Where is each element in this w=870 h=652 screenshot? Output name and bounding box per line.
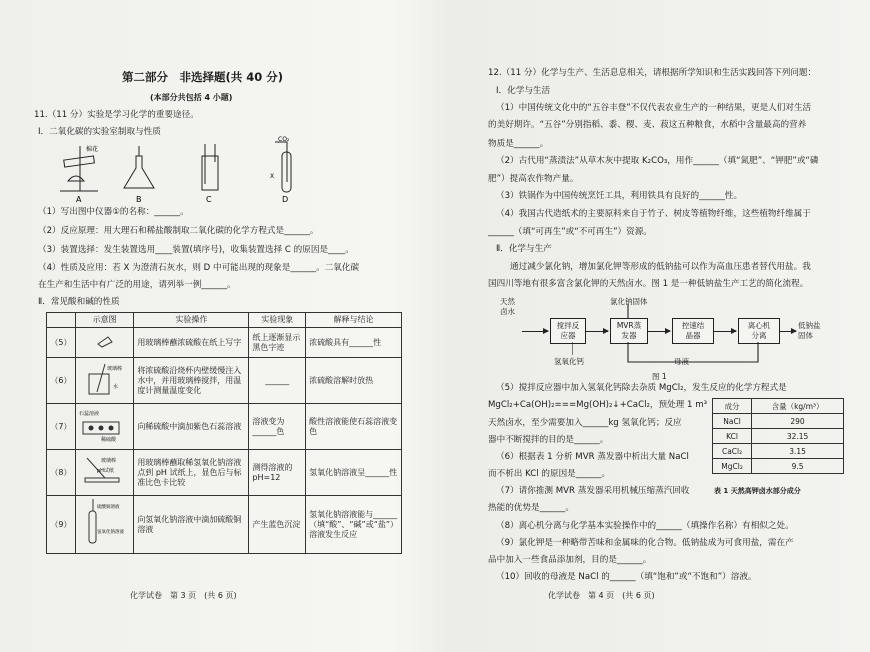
flow-box-mvr: MVR蒸发器	[610, 318, 648, 344]
q9-line-1: （9）氯化钾是一种略带苦味和金属味的化合物。低钠盐成为可食用盐，需在产	[496, 538, 794, 548]
line-1: （1）写出图中仪器①的名称：______。	[38, 207, 189, 217]
figure-cell	[75, 450, 133, 496]
table-cell: 3.15	[752, 444, 844, 459]
svg-text:石蕊溶液: 石蕊溶液	[78, 411, 99, 417]
row-number: （9）	[47, 496, 76, 554]
experiment-table	[46, 312, 402, 554]
apparatus-label-a: A	[76, 195, 82, 204]
svg-text:玻璃棒: 玻璃棒	[106, 366, 122, 372]
table-cell: CaCl₂	[713, 444, 752, 459]
operation-cell: 向氢氧化钠溶液中滴加硫酸铜溶液	[134, 496, 249, 554]
q8-line: （8）离心机分离与化学基本实验操作中的______（填操作名称）有相似之处。	[496, 521, 794, 531]
table-row	[47, 404, 402, 450]
flow-input: 天然卤水	[500, 297, 515, 316]
question-11: 11.（11 分）实验是学习化学的重要途径。	[34, 110, 199, 120]
operation-cell: 将浓硫酸沿烧杯内壁缓慢注入水中，并用玻璃棒搅拌，用温度计测量温度变化	[134, 358, 249, 404]
part-title: 第二部分 非选择题(共 40 分)	[122, 70, 284, 84]
life-line-5: 肥”）提高农作物产量。	[488, 174, 579, 184]
flow-arrow	[780, 331, 796, 332]
paper-icon	[95, 334, 115, 348]
page-footer-left: 化学试卷 第 3 页 (共 6 页)	[130, 591, 237, 600]
table-row	[713, 429, 844, 444]
figure-cell	[75, 328, 133, 358]
life-line-6: （3）铁锅作为中国传统烹饪工具，利用铁具有良好的______性。	[496, 191, 743, 201]
table-header: 示意图	[75, 313, 133, 328]
phenomenon-cell: 溶液变为______色	[249, 404, 306, 450]
life-line-7: （4）我国古代造纸术的主要原料来自于竹子、树皮等植物纤维，这些植物纤维属于	[496, 209, 811, 219]
q6-line-2: 而不析出 KCl 的原因是______。	[488, 469, 611, 479]
row-number: （7）	[47, 404, 76, 450]
ph-paper-icon	[79, 454, 125, 488]
apparatus-figure	[50, 136, 340, 204]
q6-line-1: （6）根据表 1 分析 MVR 蒸发器中析出大量 NaCl	[496, 452, 689, 462]
row-number: （5）	[47, 328, 76, 358]
life-line-3: 物质是______。	[488, 139, 549, 149]
table-row	[713, 444, 844, 459]
svg-text:氢氧化钠溶液: 氢氧化钠溶液	[96, 530, 124, 535]
part-subtitle: (本部分共包括 4 小题)	[150, 93, 233, 102]
flow-box-centrifuge: 离心机分离	[738, 318, 780, 344]
figure-cell	[75, 404, 133, 450]
flow-top-label: 氯化钠固体	[610, 297, 648, 306]
page-footer-right: 化学试卷 第 4 页 (共 6 页)	[548, 591, 655, 600]
table-header: 解释与结论	[306, 313, 402, 328]
q10-line: （10）回收的母液是 NaCl 的______（填“饱和”或“不饱和”）溶液。	[496, 572, 757, 582]
flow-box-stirrer: 搅拌反应器	[550, 318, 586, 344]
operation-cell: 用玻璃棒蘸取稀氢氧化钠溶液点到 pH 试纸上，显色后与标准比色卡比较	[134, 450, 249, 496]
table-caption: 表 1 天然高钾卤水部分成分	[714, 487, 801, 495]
apparatus-label-c: C	[206, 195, 212, 204]
flow-output: 低钠盐固体	[798, 321, 821, 340]
table-cell: KCl	[713, 429, 752, 444]
section-co2: Ⅰ．二氧化碳的实验室制取与性质	[38, 127, 161, 137]
q7-line-1: （7）请你推测 MVR 蒸发器采用机械压缩蒸汽回收	[496, 486, 690, 496]
life-line-4: （2）古代用“蒸渍法”从草木灰中提取 K₂CO₃，用作______（填“氮肥”、“钾肥”或“磷	[496, 156, 819, 166]
table-header	[47, 313, 76, 328]
table-row	[713, 414, 844, 429]
svg-text:稀硫酸: 稀硫酸	[100, 437, 116, 442]
q9-line-2: 品中加入一些食品添加剂，目的是______。	[488, 555, 652, 565]
svg-text:玻璃棒: 玻璃棒	[100, 458, 116, 464]
life-line-8: ______（填“可再生”或“不可再生”）资源。	[488, 227, 652, 237]
phenomenon-cell: 纸上逐渐显示黑色字迹	[249, 328, 306, 358]
table-row	[47, 496, 402, 554]
table-header-row	[713, 399, 844, 414]
brine-composition-table	[712, 398, 844, 474]
table-header-row	[47, 313, 402, 328]
table-header: 实验操作	[134, 313, 249, 328]
table-header: 成分	[713, 399, 752, 414]
phenomenon-cell: ______	[249, 358, 306, 404]
flow-box-crystallizer: 控速结晶器	[672, 318, 714, 344]
spot-plate-icon	[79, 408, 125, 442]
flow-arrow	[522, 331, 548, 332]
table-row	[47, 450, 402, 496]
row-number: （6）	[47, 358, 76, 404]
apparatus-text-cotton: 棉花	[86, 146, 99, 153]
page-3	[30, 0, 460, 652]
q5-line-3: 天然卤水，至少需要加入______kg 氢氧化钙；反应	[488, 418, 682, 428]
prod-line-1: 通过减少氯化钠，增加氯化钾等形成的低钠盐可以作为高血压患者替代用盐。我	[510, 262, 811, 272]
line-5: 在生产和生活中有广泛的用途，请列举一例______。	[38, 280, 236, 290]
table-cell: 9.5	[752, 459, 844, 474]
table-cell: MgCl₂	[713, 459, 752, 474]
table-row	[47, 328, 402, 358]
apparatus-text-co2: CO₂	[278, 136, 290, 143]
svg-text:硫酸铜溶液: 硫酸铜溶液	[96, 505, 120, 510]
table-header: 实验现象	[249, 313, 306, 328]
conclusion-cell: 氢氧化钠溶液能与______（填“酸”、“碱”或“盐”）溶液发生反应	[306, 496, 402, 554]
page-4	[482, 0, 852, 652]
q5-line-1: （5）搅拌反应器中加入氢氧化钙除去杂质 MgCl₂，发生反应的化学方程式是	[496, 383, 787, 393]
svg-text:pH试纸: pH试纸	[96, 468, 114, 474]
figure-cell	[75, 358, 133, 404]
svg-text:水: 水	[112, 384, 118, 390]
apparatus-text-x: X	[270, 173, 275, 180]
section-acid-base: Ⅱ．常见酸和碱的性质	[38, 297, 120, 307]
table-cell: 32.15	[752, 429, 844, 444]
beaker-icon	[79, 362, 125, 396]
q7-line-2: 热能的优势是______。	[488, 503, 574, 513]
section-life: Ⅰ．化学与生活	[496, 86, 551, 96]
flow-connectors	[572, 300, 772, 370]
apparatus-label-d: D	[282, 195, 289, 204]
table-cell: 290	[752, 414, 844, 429]
operation-cell: 用玻璃棒蘸浓硫酸在纸上写字	[134, 328, 249, 358]
conclusion-cell: 酸性溶液能使石蕊溶液变色	[306, 404, 402, 450]
table-row	[47, 358, 402, 404]
figure-caption: 图 1	[652, 372, 667, 381]
table-cell: NaCl	[713, 414, 752, 429]
life-line-2: 的美好期许。“五谷”分别指稻、黍、稷、麦、菽这五种粮食，水稻中含量最高的营养	[488, 120, 807, 130]
phenomenon-cell: 产生蓝色沉淀	[249, 496, 306, 554]
section-production: Ⅱ．化学与生产	[496, 244, 552, 254]
q5-line-2: MgCl₂+Ca(OH)₂===Mg(OH)₂↓+CaCl₂，预处理 1 m³	[488, 400, 708, 410]
life-line-1: （1）中国传统文化中的“五谷丰登”不仅代表农业生产的一种结果，更是人们对生活	[496, 103, 812, 113]
test-tube-icon	[79, 499, 125, 547]
flow-bottom-label-1: 氢氧化钙	[554, 357, 584, 366]
conclusion-cell: 浓硫酸具有______性	[306, 328, 402, 358]
conclusion-cell: 氢氧化钠溶液呈______性	[306, 450, 402, 496]
row-number: （8）	[47, 450, 76, 496]
question-12: 12.（11 分）化学与生产、生活息息相关，请根据所学知识和生活实践回答下列问题：	[488, 68, 817, 78]
flow-bottom-label-2: 母液	[674, 357, 689, 366]
conclusion-cell: 浓硫酸溶解时放热	[306, 358, 402, 404]
table-header: 含量（kg/m³）	[752, 399, 844, 414]
phenomenon-cell: 测得溶液的pH=12	[249, 450, 306, 496]
line-2: （2）反应原理：用大理石和稀盐酸制取二氧化碳的化学方程式是______。	[38, 226, 319, 236]
figure-cell	[75, 496, 133, 554]
line-4: （4）性质及应用：若 X 为澄清石灰水，则 D 中可能出现的现象是______。二氧化碳	[38, 263, 360, 273]
prod-line-2: 国四川等地有很多富含氯化钾的天然卤水。图 1 是一种低钠盐生产工艺的简化流程。	[488, 279, 809, 289]
table-row	[713, 459, 844, 474]
apparatus-label-b: B	[136, 195, 142, 204]
operation-cell: 向稀硫酸中滴加紫色石蕊溶液	[134, 404, 249, 450]
q5-line-4: 器中不断搅拌的目的是______。	[488, 435, 609, 445]
line-3: （3）装置选择：发生装置选用____装置(填序号)，收集装置选择 C 的原因是____。	[38, 245, 354, 255]
